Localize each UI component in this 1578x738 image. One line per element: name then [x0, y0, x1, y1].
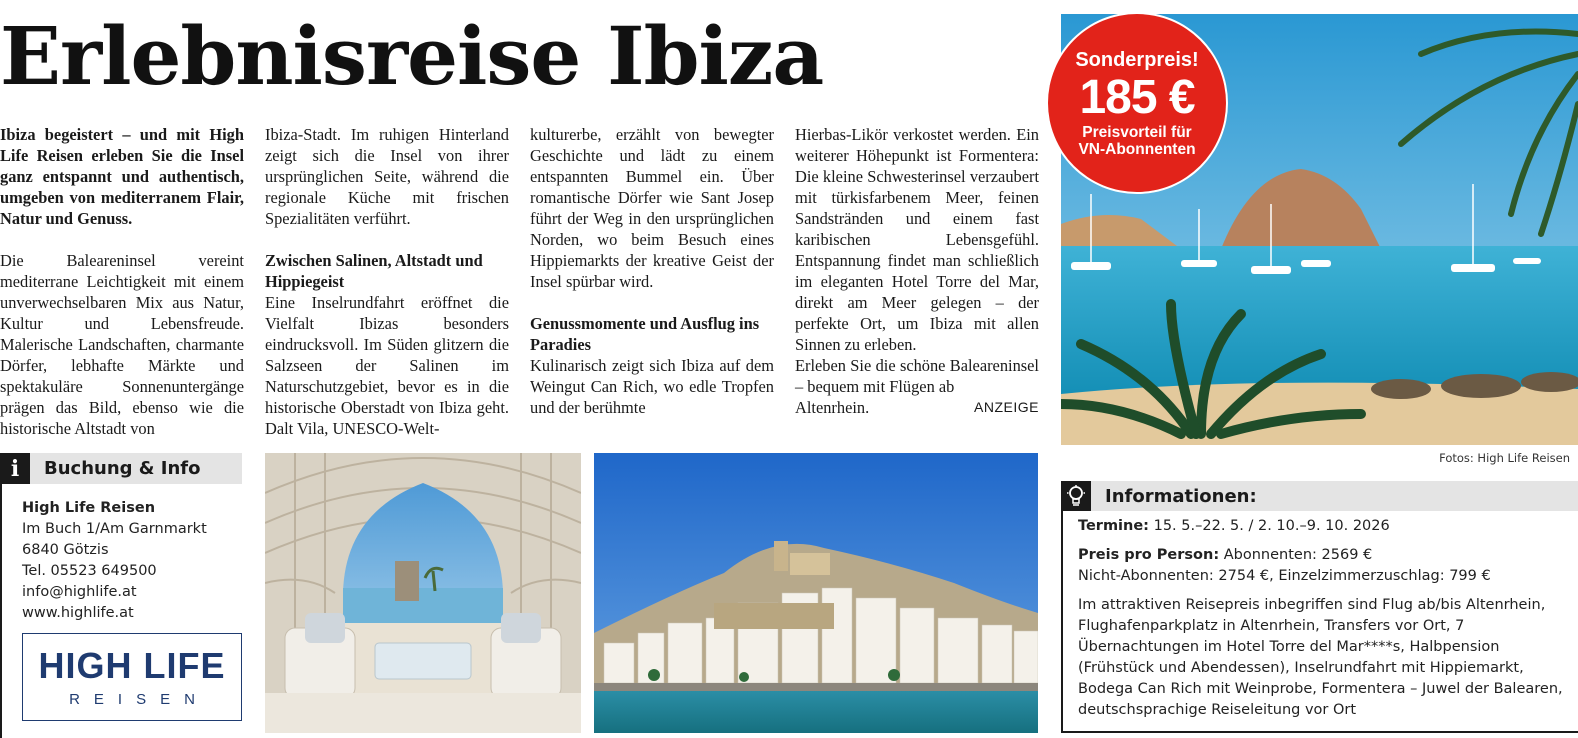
badge-label: Sonderpreis! — [1075, 49, 1199, 71]
booking-header — [0, 453, 242, 484]
article-paragraph: Ibiza-Stadt. Im ruhigen Hinterland zeigt sich die Insel von ihrer ursprünglichen Seite, während die regionale Küche mit frischen Spezialitäten verführt. — [265, 125, 509, 228]
information-frame-bottom — [1061, 731, 1578, 733]
information-frame-left — [1061, 511, 1063, 733]
email-link[interactable]: info@highlife.at — [22, 584, 137, 600]
price-non-subscribers: Nicht-Abonnenten: 2754 €, Einzelzimmerzuschlag: 799 € — [1078, 568, 1491, 584]
phone: Tel. 05523 649500 — [22, 563, 157, 579]
logo-wordmark: HIGH LIFE — [38, 644, 226, 686]
booking-title: Buchung & Info — [44, 458, 201, 479]
dates-value: 15. 5.–22. 5. / 2. 10.–9. 10. 2026 — [1153, 518, 1390, 534]
article-paragraph: Hierbas-Likör verkostet werden. Ein weiterer Höhepunkt ist Formentera: Die kleine Schwesterinsel verzaubert mit türkisfarbenem Meer, feinen Sandstränden und einem fast karibischen Lebensgefühl. Entspannung findet man schließlich im eleganten Hotel Torre del Mar, direkt am Meer gelegen – der perfekte Ort, um Ibiza mit allen Sinnen zu erleben. — [795, 125, 1039, 354]
price-label: Preis pro Person: — [1078, 547, 1220, 563]
article-subheading: Genussmomente und Ausflug ins Paradies — [530, 314, 760, 354]
cabana-pool-photo — [265, 453, 581, 733]
information-body — [1078, 516, 1573, 729]
headline: Erlebnisreise Ibiza — [0, 9, 824, 103]
dates-line — [1078, 516, 1573, 537]
price-subscribers: Abonnenten: 2569 € — [1223, 547, 1373, 563]
article-paragraph: Erleben Sie die schöne Baleareninsel – bequem mit Flügen ab — [795, 356, 1039, 396]
badge-note-line1: Preisvorteil für — [1082, 124, 1192, 141]
lightbulb-icon — [1061, 481, 1091, 511]
badge-note-line2: VN-Abonnenten — [1078, 141, 1196, 158]
advertisement-label: ANZEIGE — [974, 399, 1039, 415]
article-column-2 — [265, 124, 509, 439]
article-closing-word: Altenrhein. — [795, 398, 870, 417]
special-price-badge — [1048, 14, 1226, 192]
info-icon: i — [0, 453, 30, 484]
information-header — [1061, 481, 1578, 511]
high-life-logo — [22, 633, 242, 721]
dates-label: Termine: — [1078, 518, 1149, 534]
badge-price: 185 € — [1079, 71, 1195, 124]
photo-credit: Fotos: High Life Reisen — [1439, 451, 1570, 465]
booking-contact — [22, 498, 242, 624]
information-title: Informationen: — [1105, 485, 1257, 507]
included-services: Im attraktiven Reisepreis inbegriffen sind Flug ab/bis Altenrhein, Flughafenparkplatz in Altenrhein, Transfers vor Ort, 7 Übernachtungen im Hotel Torre del Mar****s, Halbpension (Frühstück und Abendessen), Inselrundfahrt mit Hippiemarkt, Bodega Can Rich mit Weinprobe, Formentera – Juwel der Balearen, deutschsprachige Reiseleitung vor Ort — [1078, 597, 1563, 718]
article-subheading: Zwischen Salinen, Altstadt und Hippiegeist — [265, 251, 483, 291]
address-line: Im Buch 1/Am Garnmarkt — [22, 521, 207, 537]
ibiza-old-town-photo — [594, 453, 1038, 733]
postal-city: 6840 Götzis — [22, 542, 109, 558]
article-column-4 — [795, 124, 1039, 418]
company-name: High Life Reisen — [22, 500, 156, 516]
website-link[interactable]: www.highlife.at — [22, 605, 134, 621]
article-paragraph: Die Baleareninsel vereint mediterrane Leichtigkeit mit einem unverwechselbaren Mix aus Natur, Kultur und Lebensfreude. Malerische Landschaften, charmante Dörfer, lebhafte Märkte und spektakuläre Sonnenuntergänge prägen das Bild, ebenso wie die historische Altstadt von — [0, 251, 244, 438]
article-paragraph: Kulinarisch zeigt sich Ibiza auf dem Weingut Can Rich, wo edle Tropfen und der berühmte — [530, 356, 774, 417]
article-paragraph: kulturerbe, erzählt von bewegter Geschichte und lädt zu einem entspannten Bummel ein. Über romantische Dörfer wie Sant Josep führt der Weg in den ursprünglichen Norden, wo beim Besuch eines Hippiemarkts der kreative Geist der Insel spürbar wird. — [530, 125, 774, 291]
article-column-1 — [0, 124, 244, 439]
price-block — [1078, 545, 1573, 587]
article-lead: Ibiza begeistert – und mit High Life Reisen erleben Sie die Insel ganz entspannt und authentisch, umgeben von mediterranem Flair, Natur und Genuss. — [0, 125, 244, 228]
logo-subtitle: REISEN — [69, 690, 209, 708]
article-column-3 — [530, 124, 774, 418]
article-paragraph: Eine Inselrundfahrt eröffnet die Vielfalt Ibizas besonders eindrucksvoll. Im Süden glitzern die Salzseen der Salinen im Naturschutzgebiet, bevor es in die historische Oberstadt von Ibiza geht. Dalt Vila, UNESCO-Welt- — [265, 293, 509, 438]
booking-frame — [0, 484, 2, 738]
